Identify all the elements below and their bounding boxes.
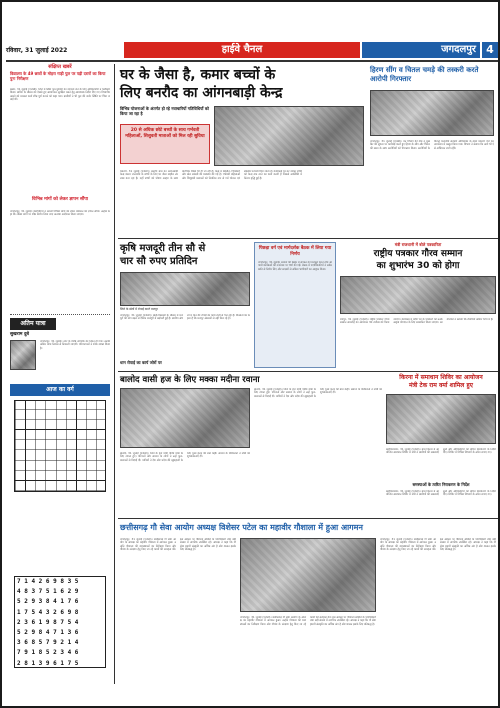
obituary-photo xyxy=(10,340,36,370)
brief-body: बस्तर, 31 जुलाई (एजेंसी)। जिले में स्थित पुल-पुलियों का जायजा लेने के लिए अधिकारियों ने निरीक्षण किया। बारिश के मौसम को देखते हुए आवागमन सुरक्षित रखने हेतु आवश्यक निर्देश दिए गए। विभागीय अमले को मरम्मत कार्य शीघ्र पूर्ण कराने को कहा गया। ग्रामीणों ने भी पुल की जर्जर स्थिति पर चिंता जताई थी। xyxy=(10,88,110,102)
masthead-bar xyxy=(124,42,360,58)
story3-caption: जिले के खेतों में रोपाई करते मजदूर xyxy=(120,307,158,311)
boxed-headline: पिछड़ा वर्ग एवं मार्गदर्शक बैठक में लिया गया निर्णय xyxy=(258,246,332,257)
story6-headline-line-1: किरना में समाधान शिविर का आयोजन xyxy=(399,374,483,381)
obituary-body: जगदलपुर, 31 जुलाई। नगर के वरिष्ठ नागरिक का निधन हो गया। उनकी अंतिम यात्रा निवास से निकाली जाएगी। परिवारजनों ने शोक व्यक्त किया है। xyxy=(40,340,110,350)
city-name: जगदलपुर xyxy=(441,44,476,55)
story4-headline-line-1: राष्ट्रीय पत्रकार गौरव सम्मान xyxy=(373,249,463,259)
story3-subhead: धान रोपाई का कार्य जोरों पर xyxy=(120,360,162,365)
story5-photo xyxy=(120,388,250,448)
obit-divider xyxy=(10,314,110,315)
story3-headline-line-2: चार सौ रुपए प्रतिदिन xyxy=(120,256,198,267)
upper-divider xyxy=(118,238,498,239)
story6-subhead: समस्याओं के त्वरित निराकरण के निर्देश xyxy=(412,482,470,487)
sudoku-row: 3 6 8 5 7 9 2 1 4 xyxy=(17,639,79,647)
story3-photo xyxy=(120,272,250,306)
story5-headline: बालोद वासी हज के लिए मक्का मदीना रवाना xyxy=(120,375,260,385)
story6-body: बलौदाबाजार, 31 जुलाई (एजेंसी)। ग्राम किरना में आयोजित समाधान शिविर में मंत्री ने ग्रामीणों की समस्याएँ सुनीं और अधिकारियों को त्वरित निराकरण के निर्देश दिए। शिविर में विभिन्न विभागों के स्टॉल लगाए गए। xyxy=(386,448,496,455)
story5-body-cont: बालोद, 31 जुलाई (एजेंसी)। जिले के हज यात्री पवित्र यात्रा के लिए रवाना हुए। परिजनों और समाज के लोगों ने उन्हें फूल-मालाओं से विदाई दी। यात्रियों ने देश और प्रदेश की खुशहाली के लिए दुआ करने की बात कही। समाज के वरिष्ठजनों ने सभी को शुभकामनाएँ दीं। xyxy=(120,452,250,462)
bottom-body-right: जगदलपुर, 31 जुलाई (एजेंसी)। छत्तीसगढ़ गौ सेवा आयोग के अध्यक्ष का महावीर गौशाला में आगमन हुआ। उन्होंने गौशाला की व्यवस्थाओं का निरीक्षण किया और गौवंश के संरक्षण हेतु किए जा रहे कार्यों की सराहना की। इस अवसर पर गौशाला समिति के पदाधिकारी तथा बड़ी संख्या में नागरिक उपस्थित रहे। अध्यक्ष ने कहा कि गौ सेवा हमारी संस्कृति का अभिन्न अंग है और शासन इसके लिए प्रतिबद्ध है। xyxy=(380,538,496,552)
date-line xyxy=(6,46,116,56)
city-banner xyxy=(362,42,480,58)
bottom-body: जगदलपुर, 31 जुलाई (एजेंसी)। छत्तीसगढ़ गौ सेवा आयोग के अध्यक्ष का महावीर गौशाला में आगमन हुआ। उन्होंने गौशाला की व्यवस्थाओं का निरीक्षण किया और गौवंश के संरक्षण हेतु किए जा रहे कार्यों की सराहना की। इस अवसर पर गौशाला समिति के पदाधिकारी तथा बड़ी संख्या में नागरिक उपस्थित रहे। अध्यक्ष ने कहा कि गौ सेवा हमारी संस्कृति का अभिन्न अंग है और शासन इसके लिए प्रतिबद्ध है। xyxy=(120,538,236,552)
brief-body-2: जगदलपुर, 31 जुलाई। कर्मचारियों ने अपनी विभिन्न मांगों को लेकर प्रशासन को ज्ञापन सौंपा। उन्होंने कहा कि लंबित मांगों पर शीघ्र निर्णय लिया जाए अन्यथा आंदोलन किया जाएगा। xyxy=(10,210,110,217)
story3-headline xyxy=(120,242,250,268)
lead-kicker: विभिन्न योजनाओं के अंतर्गत हो रहे नवाचारियों गतिविधियाँ को किया जा रहा है xyxy=(120,106,209,116)
story6-body-cont: बलौदाबाजार, 31 जुलाई (एजेंसी)। ग्राम किरना में आयोजित समाधान शिविर में मंत्री ने ग्रामीणों की समस्याएँ सुनीं और अधिकारियों को त्वरित निराकरण के निर्देश दिए। शिविर में विभिन्न विभागों के स्टॉल लगाए गए। xyxy=(386,490,496,497)
lead-quote-box xyxy=(120,124,210,164)
sudoku-row: 4 8 3 7 5 1 6 2 9 xyxy=(17,588,79,596)
story4-photo xyxy=(340,276,496,314)
sudoku-row: 2 8 1 3 9 6 1 7 5 xyxy=(17,659,79,667)
bottom-headline: छत्तीसगढ़ गौ सेवा आयोग अध्यक्ष विशेसर पटेल का महावीर गौशाला में हुआ आगमन xyxy=(120,523,363,532)
obituary-title: अतिम यात्रा xyxy=(10,318,56,330)
sudoku-row: 7 1 4 2 6 9 8 3 5 xyxy=(17,578,79,585)
puzzle-title: आज का वर्ग xyxy=(10,384,110,396)
sudoku-row: 5 2 9 8 4 7 1 3 6 xyxy=(17,629,79,637)
story3-headline-line-1: कृषि मजदूरी तीन सौ से xyxy=(120,243,206,254)
sudoku-row: 7 9 1 8 5 2 3 4 6 xyxy=(17,649,79,657)
story2-headline: हिरण सींग व चितल चमड़े की तस्करी करते आरोपी गिरफ्तार xyxy=(370,66,479,83)
bottom-body-cont: जगदलपुर, 31 जुलाई (एजेंसी)। छत्तीसगढ़ गौ सेवा आयोग के अध्यक्ष का महावीर गौशाला में आगमन हुआ। उन्होंने गौशाला की व्यवस्थाओं का निरीक्षण किया और गौवंश के संरक्षण हेतु किए जा रहे कार्यों की सराहना की। इस अवसर पर गौशाला समिति के पदाधिकारी तथा बड़ी संख्या में नागरिक उपस्थित रहे। अध्यक्ष ने कहा कि गौ सेवा हमारी संस्कृति का अभिन्न अंग है और शासन इसके लिए प्रतिबद्ध है। xyxy=(240,616,376,626)
lead-headline-line-2: लिए बनरौद का आंगनबाड़ी केन्द्र xyxy=(120,85,283,101)
boxed-story xyxy=(254,242,336,368)
issue-date: रविवार, 31 जुलाई 2022 xyxy=(6,47,68,54)
story5-body: बालोद, 31 जुलाई (एजेंसी)। जिले के हज यात्री पवित्र यात्रा के लिए रवाना हुए। परिजनों और समाज के लोगों ने उन्हें फूल-मालाओं से विदाई दी। यात्रियों ने देश और प्रदेश की खुशहाली के लिए दुआ करने की बात कही। समाज के वरिष्ठजनों ने सभी को शुभकामनाएँ दीं। xyxy=(254,388,382,398)
masthead-rule xyxy=(6,60,498,62)
story3-body: जगदलपुर, 31 जुलाई (एजेंसी)। खेती-किसानी के मौसम में मजदूरों की मांग बढ़ने से दैनिक मजदूरी में बढ़ोतरी हुई है। ग्रामीण अंचलों में धान की रोपाई का कार्य तेजी से चल रहा है। किसानों का कहना है कि मजदूर आसानी से नहीं मिल रहे हैं। xyxy=(120,314,250,321)
sudoku-row: 5 2 9 3 8 4 1 7 6 xyxy=(17,598,79,606)
lead-body: धमतरी, 31 जुलाई (एजेंसी)। बनरौद ग्राम का आंगनबाड़ी केन्द्र कमार जनजाति के बच्चों के लिए घर जैसा माहौल उपलब्ध करा रहा है। यहाँ बच्चों को पोषण आहार के साथ प्रारंभिक शिक्षा भी दी जा रही है। केन्द्र में खिलौने, चित्रकारी और खेल सामग्री की व्यवस्था की गई है। गर्भवती महिलाओं और शिशुवती माताओं को नियमित रूप से गर्म भोजन एवं स्वास्थ्य परामर्श दिया जाता है। कार्यकर्ता घर-घर जाकर बच्चों को केन्द्र तक लाने का कार्य करती हैं जिससे उपस्थिति में निरंतर वृद्धि हुई है। xyxy=(120,170,302,180)
lead-headline-line-1: घर के जैसा है, कमार बच्चों के xyxy=(120,67,276,83)
sudoku-row: 2 3 6 1 9 8 7 5 4 xyxy=(17,618,79,626)
story4-body: रायपुर, 31 जुलाई (एजेंसी)। राष्ट्रीय पत्रकार गौरव सम्मान समारोह का आयोजन 30 तारीख को किया जाएगा। कार्यक्रम में प्रदेश भर के पत्रकारों को उनके उत्कृष्ट योगदान के लिए सम्मानित किया जाएगा। आयोजकों ने बताया कि तैयारियाँ अंतिम चरण में हैं। xyxy=(340,318,494,325)
lead-photo xyxy=(214,106,364,166)
paper-name: हाईवे चैनल xyxy=(221,44,263,55)
story2-photo xyxy=(370,90,494,136)
brief-subhead: विभिन्न मांगों को लेकर ज्ञापन सौंपा xyxy=(32,197,88,202)
story6-headline-line-2: मंत्री टेक राम वर्मा शामिल हुए xyxy=(409,382,473,389)
boxed-body: जगदलपुर, 31 जुलाई। समाज की बैठक में संगठन को मजबूत करने तथा आगामी कार्यक्रमों की रूपरेखा पर चर्चा की गई। बैठक में पदाधिकारियों ने सर्वसम्मति से निर्णय लिए और सदस्यों से सक्रिय भागीदारी का आह्वान किया। xyxy=(258,261,332,271)
story6-photo xyxy=(386,394,496,444)
lead-quote: 20 से अधिक छोटे बच्चों के साथ गर्भवती महिलाओं, शिशुवती माताओं को मिल रही सुविधा xyxy=(125,128,205,139)
brief-headline: विद्यालय के 49 छात्रों के मोहरा गाड़ी पुल पर पड़ी दरारों का किया पुनः निरीक्षण xyxy=(10,71,106,81)
story6-headline xyxy=(386,374,496,390)
story4-kicker: मंत्री राजधानी में बोले पत्रकारिता xyxy=(394,242,442,247)
middle-divider xyxy=(118,371,498,372)
bottom-photo xyxy=(240,538,376,612)
page-number: 4 xyxy=(482,42,498,58)
lead-headline xyxy=(120,66,368,102)
brief-section-label: संक्षिप्त खबरें xyxy=(48,64,72,70)
obituary-name: सुखराम दुबे xyxy=(10,332,29,337)
story2-body: जगदलपुर, 31 जुलाई (एजेंसी)। वन विभाग की टीम ने मुखबिर की सूचना पर कार्रवाई करते हुए हिरण के सींग और चितल की खाल के साथ आरोपियों को गिरफ्तार किया। आरोपियों के विरुद्ध वन्यजीव संरक्षण अधिनियम के तहत प्रकरण दर्ज कर न्यायालय में प्रस्तुत किया गया। विभाग ने बताया कि आगे भी ऐसे अभियान जारी रहेंगे। xyxy=(370,140,494,150)
sudoku-grid xyxy=(14,576,106,668)
left-column-rule xyxy=(114,64,115,684)
story4-headline xyxy=(340,248,496,272)
crossword-grid xyxy=(14,400,106,492)
sudoku-row: 1 7 5 4 3 2 6 9 8 xyxy=(17,608,79,616)
lower-divider xyxy=(118,518,498,519)
story4-headline-line-2: का शुभारंभ 30 को होगा xyxy=(376,261,460,271)
